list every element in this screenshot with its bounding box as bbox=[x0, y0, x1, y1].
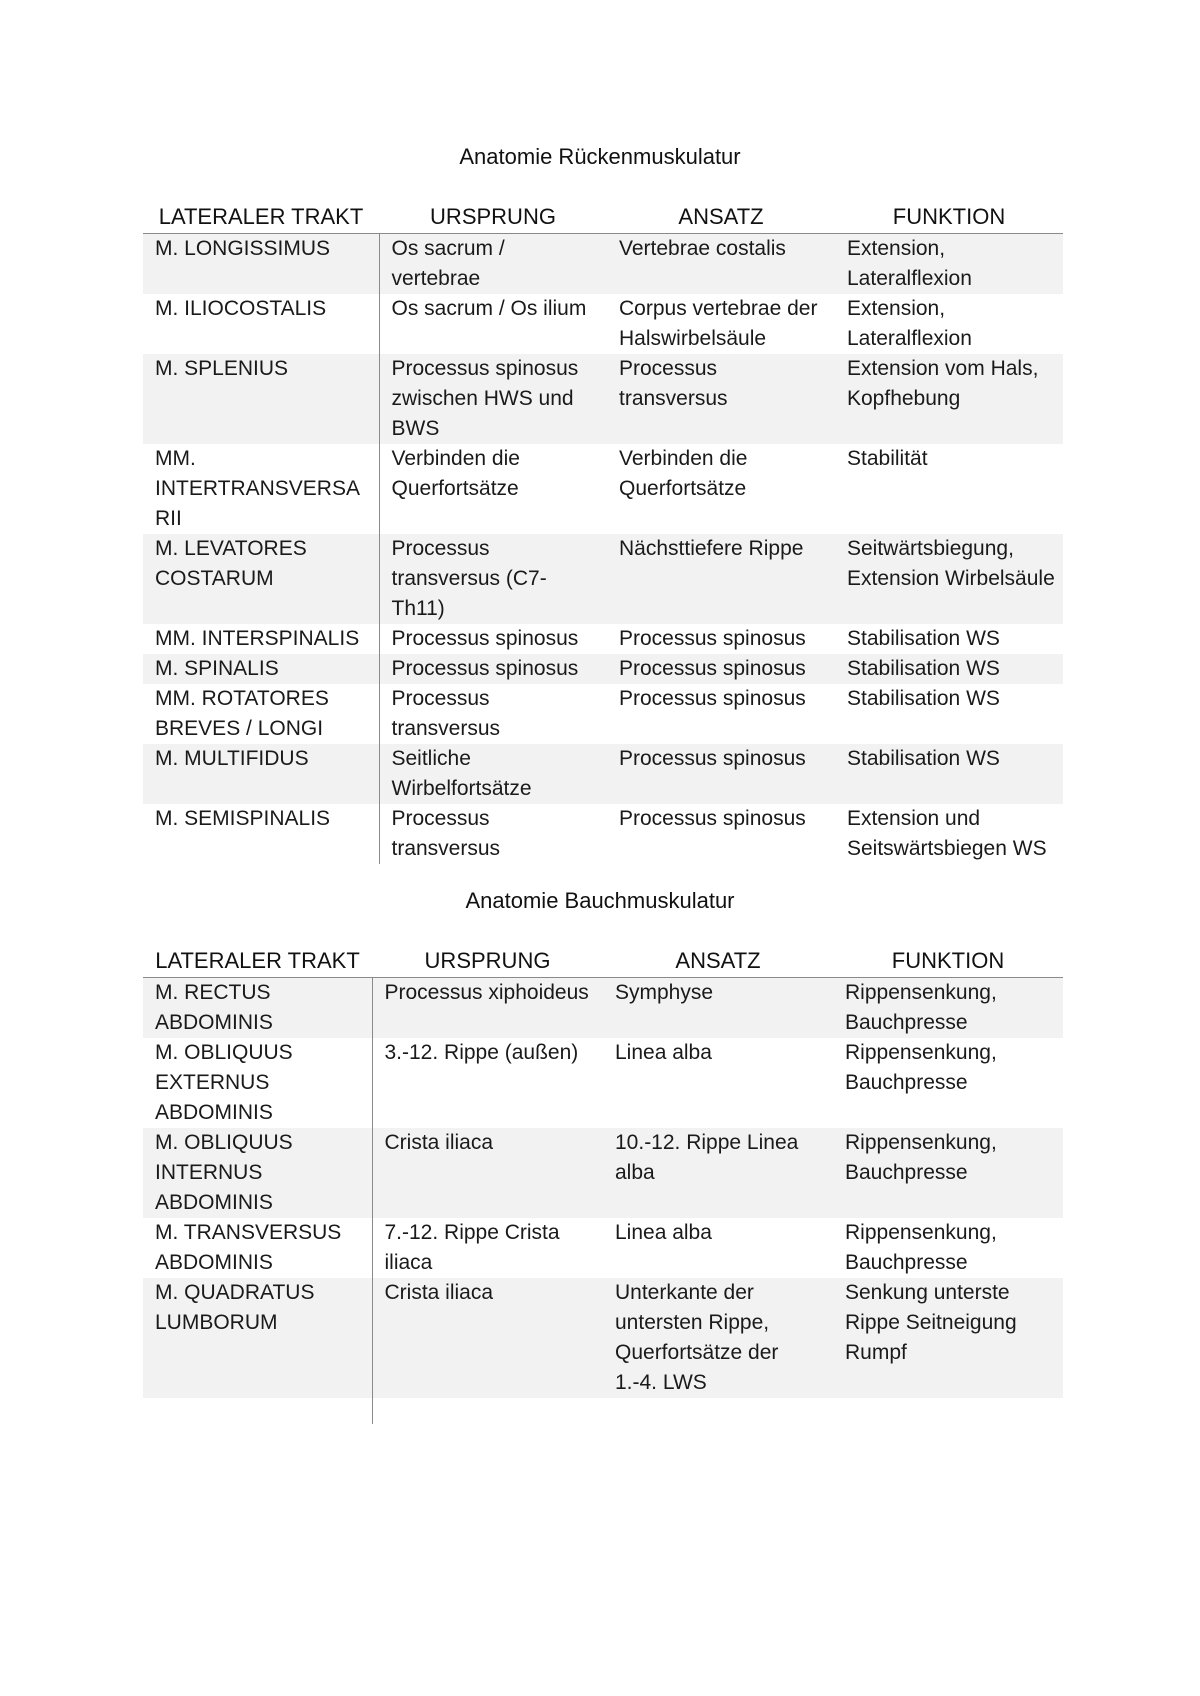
insertion-cell: Corpus vertebrae der Halswirbelsäule bbox=[619, 297, 818, 350]
function-cell: Stabilität bbox=[847, 447, 928, 470]
insertion-cell: Processus spinosus bbox=[619, 627, 806, 650]
header-ansatz: ANSATZ bbox=[603, 946, 833, 978]
abdominal-muscles-table bbox=[143, 946, 1063, 1424]
header-lateraler-trakt: LATERALER TRAKT bbox=[143, 946, 372, 978]
muscle-name-cell: M. LEVATORES COSTARUM bbox=[143, 534, 379, 624]
origin-cell: Processus transversus bbox=[391, 687, 501, 740]
origin-cell: 3.-12. Rippe (außen) bbox=[384, 1041, 579, 1064]
insertion-cell: Nächsttiefere Rippe bbox=[607, 534, 835, 624]
function-cell: Stabilisation WS bbox=[847, 687, 1000, 710]
origin-cell: Os sacrum / vertebrae bbox=[379, 234, 607, 295]
function-cell: Senkung unterste Rippe Seitneigung Rumpf bbox=[833, 1278, 1063, 1398]
insertion-cell: Symphyse bbox=[603, 978, 833, 1039]
table-row bbox=[143, 684, 1063, 744]
abdominal-muscles-title: Anatomie Bauchmuskulatur bbox=[465, 888, 735, 913]
table-row bbox=[143, 294, 1063, 354]
insertion-cell: Processus spinosus bbox=[619, 807, 806, 830]
insertion-cell: Processus spinosus bbox=[607, 744, 835, 804]
origin-cell: Processus transversus bbox=[391, 807, 501, 860]
origin-cell: Processus xiphoideus bbox=[372, 978, 603, 1039]
origin-cell: Processus spinosus zwischen HWS und BWS bbox=[379, 354, 607, 444]
header-ansatz: ANSATZ bbox=[607, 202, 835, 234]
table-header-row bbox=[143, 202, 1063, 234]
origin-cell: 7.-12. Rippe Crista iliaca bbox=[384, 1221, 560, 1274]
insertion-cell: Processus spinosus bbox=[607, 654, 835, 684]
table-row bbox=[143, 1218, 1063, 1278]
origin-cell: Seitliche Wirbelfortsätze bbox=[379, 744, 607, 804]
empty-cell bbox=[603, 1398, 833, 1424]
empty-cell bbox=[833, 1398, 1063, 1424]
table-row bbox=[143, 1038, 1063, 1128]
insertion-cell: 10.-12. Rippe Linea alba bbox=[603, 1128, 833, 1218]
origin-cell: Os sacrum / Os ilium bbox=[391, 297, 587, 320]
insertion-cell: Unterkante der untersten Rippe, Querfortsätze der 1.-4. LWS bbox=[603, 1278, 833, 1398]
table-row bbox=[143, 444, 1063, 534]
muscle-name-cell: M. MULTIFIDUS bbox=[143, 744, 379, 804]
function-cell: Rippensenkung, Bauchpresse bbox=[845, 1221, 997, 1274]
function-cell: Extension und Seitswärtsbiegen WS bbox=[847, 807, 1047, 860]
muscle-name-cell: M. OBLIQUUS EXTERNUS ABDOMINIS bbox=[143, 1038, 372, 1128]
insertion-cell: Processus transversus bbox=[607, 354, 835, 444]
empty-cell bbox=[372, 1398, 603, 1424]
header-funktion: FUNKTION bbox=[835, 202, 1063, 234]
origin-cell: Verbinden die Querfortsätze bbox=[391, 447, 520, 500]
back-muscles-table bbox=[143, 202, 1063, 864]
muscle-name-cell: M. SEMISPINALIS bbox=[143, 804, 379, 864]
empty-cell bbox=[143, 1398, 372, 1424]
insertion-cell: Linea alba bbox=[615, 1041, 712, 1064]
muscle-name-cell: MM. INTERSPINALIS bbox=[143, 624, 379, 654]
table-tail-row bbox=[143, 1398, 1063, 1424]
muscle-name-cell: M. TRANSVERSUS ABDOMINIS bbox=[143, 1218, 372, 1278]
table-row bbox=[143, 234, 1063, 295]
function-cell: Extension, Lateralflexion bbox=[847, 297, 972, 350]
muscle-name-cell: M. OBLIQUUS INTERNUS ABDOMINIS bbox=[143, 1128, 372, 1218]
header-ursprung: URSPRUNG bbox=[372, 946, 603, 978]
function-cell: Rippensenkung, Bauchpresse bbox=[833, 978, 1063, 1039]
insertion-cell: Processus spinosus bbox=[619, 687, 806, 710]
muscle-name-cell: MM. INTERTRANSVERSARII bbox=[143, 444, 379, 534]
function-cell: Stabilisation WS bbox=[835, 654, 1063, 684]
table-row bbox=[143, 978, 1063, 1039]
table-row bbox=[143, 744, 1063, 804]
insertion-cell: Linea alba bbox=[615, 1221, 712, 1244]
header-ursprung: URSPRUNG bbox=[379, 202, 607, 234]
back-muscles-title: Anatomie Rückenmuskulatur bbox=[459, 144, 741, 169]
table-row bbox=[143, 534, 1063, 624]
origin-cell: Crista iliaca bbox=[372, 1278, 603, 1398]
function-cell: Extension, Lateralflexion bbox=[835, 234, 1063, 295]
muscle-name-cell: M. LONGISSIMUS bbox=[143, 234, 379, 295]
muscle-name-cell: MM. ROTATORES BREVES / LONGI bbox=[143, 684, 379, 744]
function-cell: Stabilisation WS bbox=[847, 627, 1000, 650]
muscle-name-cell: M. QUADRATUS LUMBORUM bbox=[143, 1278, 372, 1398]
table-row bbox=[143, 624, 1063, 654]
muscle-name-cell: M. RECTUS ABDOMINIS bbox=[143, 978, 372, 1039]
function-cell: Rippensenkung, Bauchpresse bbox=[833, 1128, 1063, 1218]
muscle-name-cell: M. SPLENIUS bbox=[143, 354, 379, 444]
function-cell: Stabilisation WS bbox=[835, 744, 1063, 804]
table-row bbox=[143, 1278, 1063, 1398]
origin-cell: Processus spinosus bbox=[379, 654, 607, 684]
origin-cell: Processus spinosus bbox=[391, 627, 579, 650]
function-cell: Rippensenkung, Bauchpresse bbox=[845, 1041, 997, 1094]
table-row bbox=[143, 654, 1063, 684]
header-funktion: FUNKTION bbox=[833, 946, 1063, 978]
origin-cell: Processus transversus (C7-Th11) bbox=[379, 534, 607, 624]
header-lateraler-trakt: LATERALER TRAKT bbox=[143, 202, 379, 234]
origin-cell: Crista iliaca bbox=[372, 1128, 603, 1218]
muscle-name-cell: M. ILIOCOSTALIS bbox=[143, 294, 379, 354]
table-row bbox=[143, 1128, 1063, 1218]
insertion-cell: Verbinden die Querfortsätze bbox=[619, 447, 748, 500]
table-row bbox=[143, 354, 1063, 444]
table-row bbox=[143, 804, 1063, 864]
insertion-cell: Vertebrae costalis bbox=[607, 234, 835, 295]
table-header-row bbox=[143, 946, 1063, 978]
function-cell: Seitwärtsbiegung, Extension Wirbelsäule bbox=[835, 534, 1063, 624]
function-cell: Extension vom Hals, Kopfhebung bbox=[835, 354, 1063, 444]
muscle-name-cell: M. SPINALIS bbox=[143, 654, 379, 684]
